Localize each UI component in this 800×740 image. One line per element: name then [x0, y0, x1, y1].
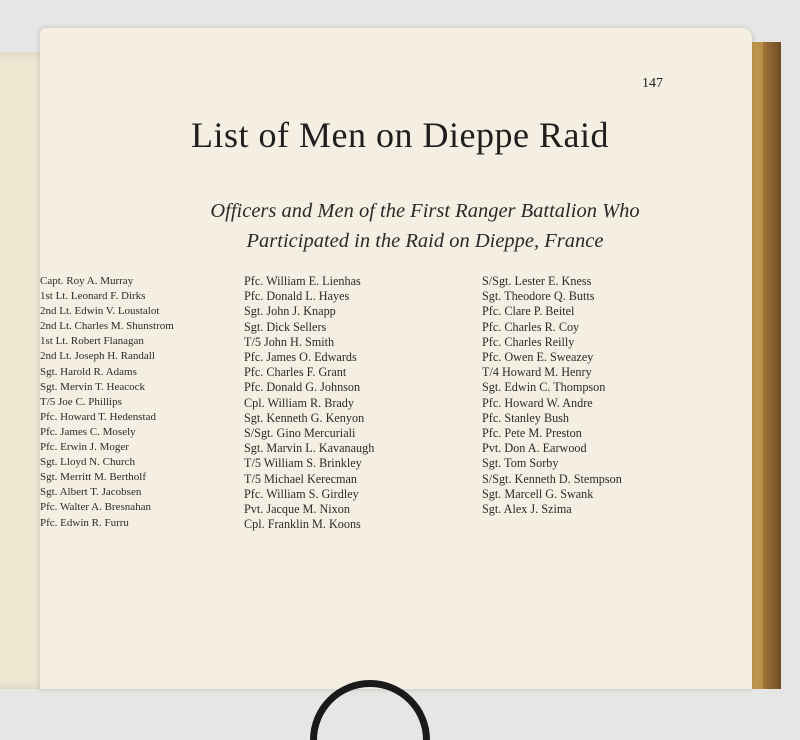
page-subtitle: Officers and Men of the First Ranger Battalion Who Participated in the Raid on Dieppe, France — [210, 200, 640, 252]
roster-entry: Pfc. Owen E. Sweazey — [482, 350, 594, 365]
roster-entry: Sgt. Tom Sorby — [482, 456, 559, 471]
roster-entry: S/Sgt. Lester E. Kness — [482, 274, 592, 288]
roster-entry: Sgt. John J. Knapp — [244, 304, 336, 319]
roster-entry: Sgt. Mervin T. Heacock — [40, 380, 145, 393]
roster-entry: Pfc. William E. Lienhas — [244, 274, 361, 288]
roster-column-2 — [244, 274, 444, 532]
roster-entry: Sgt. Edwin C. Thompson — [482, 380, 606, 395]
roster-entry: Sgt. Albert T. Jacobsen — [40, 486, 142, 499]
page-title: List of Men on Dieppe Raid — [191, 115, 609, 155]
roster-entry: Pfc. Charles F. Grant — [244, 365, 347, 380]
roster-entry: Pfc. Donald L. Hayes — [244, 289, 350, 304]
roster-entry: Cpl. Franklin M. Koons — [244, 517, 361, 532]
roster-entry: T/5 William S. Brinkley — [244, 456, 362, 471]
roster-entry: Pfc. James C. Mosely — [40, 425, 136, 438]
roster-entry: Pfc. Walter A. Bresnahan — [40, 501, 152, 514]
roster-entry: Sgt. Merritt M. Bertholf — [40, 471, 147, 484]
roster-entry: T/5 Michael Kerecman — [244, 471, 358, 486]
roster-entry: Pfc. Howard W. Andre — [482, 395, 593, 410]
roster-entry: Pfc. Edwin R. Furru — [40, 516, 129, 529]
roster-entry: T/5 Joe C. Phillips — [40, 395, 122, 408]
roster-entry: Pfc. Charles R. Coy — [482, 319, 580, 334]
roster-entry: Pfc. Pete M. Preston — [482, 426, 582, 441]
roster-entry: S/Sgt. Kenneth D. Stempson — [482, 471, 622, 486]
roster-entry: S/Sgt. Gino Mercuriali — [244, 426, 356, 441]
roster-entry: Capt. Roy A. Murray — [40, 275, 134, 287]
roster-entry: 1st Lt. Robert Flanagan — [40, 335, 144, 348]
page-number: 147 — [642, 76, 663, 91]
roster-entry: Pfc. Donald G. Johnson — [244, 380, 361, 395]
roster-entry: T/5 John H. Smith — [244, 334, 335, 349]
roster-entry: Sgt. Theodore Q. Butts — [482, 289, 595, 304]
roster-entry: Pfc. Clare P. Beitel — [482, 304, 575, 319]
roster-column-1 — [40, 274, 220, 531]
emblem-arc — [310, 680, 430, 740]
roster-column-3 — [482, 274, 682, 517]
roster-entry: Pfc. James O. Edwards — [244, 350, 357, 365]
roster-entry: Pfc. Howard T. Hedenstad — [40, 410, 156, 423]
roster-entry: Sgt. Lloyd N. Church — [40, 456, 136, 469]
roster-entry: 1st Lt. Leonard F. Dirks — [40, 290, 146, 303]
roster-entry: Sgt. Marcell G. Swank — [482, 486, 594, 501]
roster-entry: Pfc. Charles Reilly — [482, 334, 575, 349]
roster-entry: Sgt. Harold R. Adams — [40, 365, 137, 378]
roster-entry: Pfc. Stanley Bush — [482, 410, 570, 425]
roster-entry: 2nd Lt. Edwin V. Loustalot — [40, 305, 160, 318]
roster-entry: Sgt. Marvin L. Kavanaugh — [244, 441, 375, 456]
roster-entry: Pfc. Erwin J. Moger — [40, 441, 129, 454]
roster-entry: Pvt. Jacque M. Nixon — [244, 502, 350, 517]
roster-entry: Pfc. William S. Girdley — [244, 486, 359, 501]
roster-entry: 2nd Lt. Joseph H. Randall — [40, 350, 155, 363]
roster-entry: 2nd Lt. Charles M. Shunstrom — [40, 320, 174, 333]
roster-entry: Cpl. William R. Brady — [244, 395, 354, 410]
roster-entry: Sgt. Alex J. Szima — [482, 502, 572, 517]
book-page — [40, 28, 752, 689]
roster-entry: Sgt. Dick Sellers — [244, 319, 327, 334]
roster-entry: Sgt. Kenneth G. Kenyon — [244, 410, 365, 425]
roster-entry: Pvt. Don A. Earwood — [482, 441, 587, 456]
roster-entry: T/4 Howard M. Henry — [482, 365, 592, 380]
